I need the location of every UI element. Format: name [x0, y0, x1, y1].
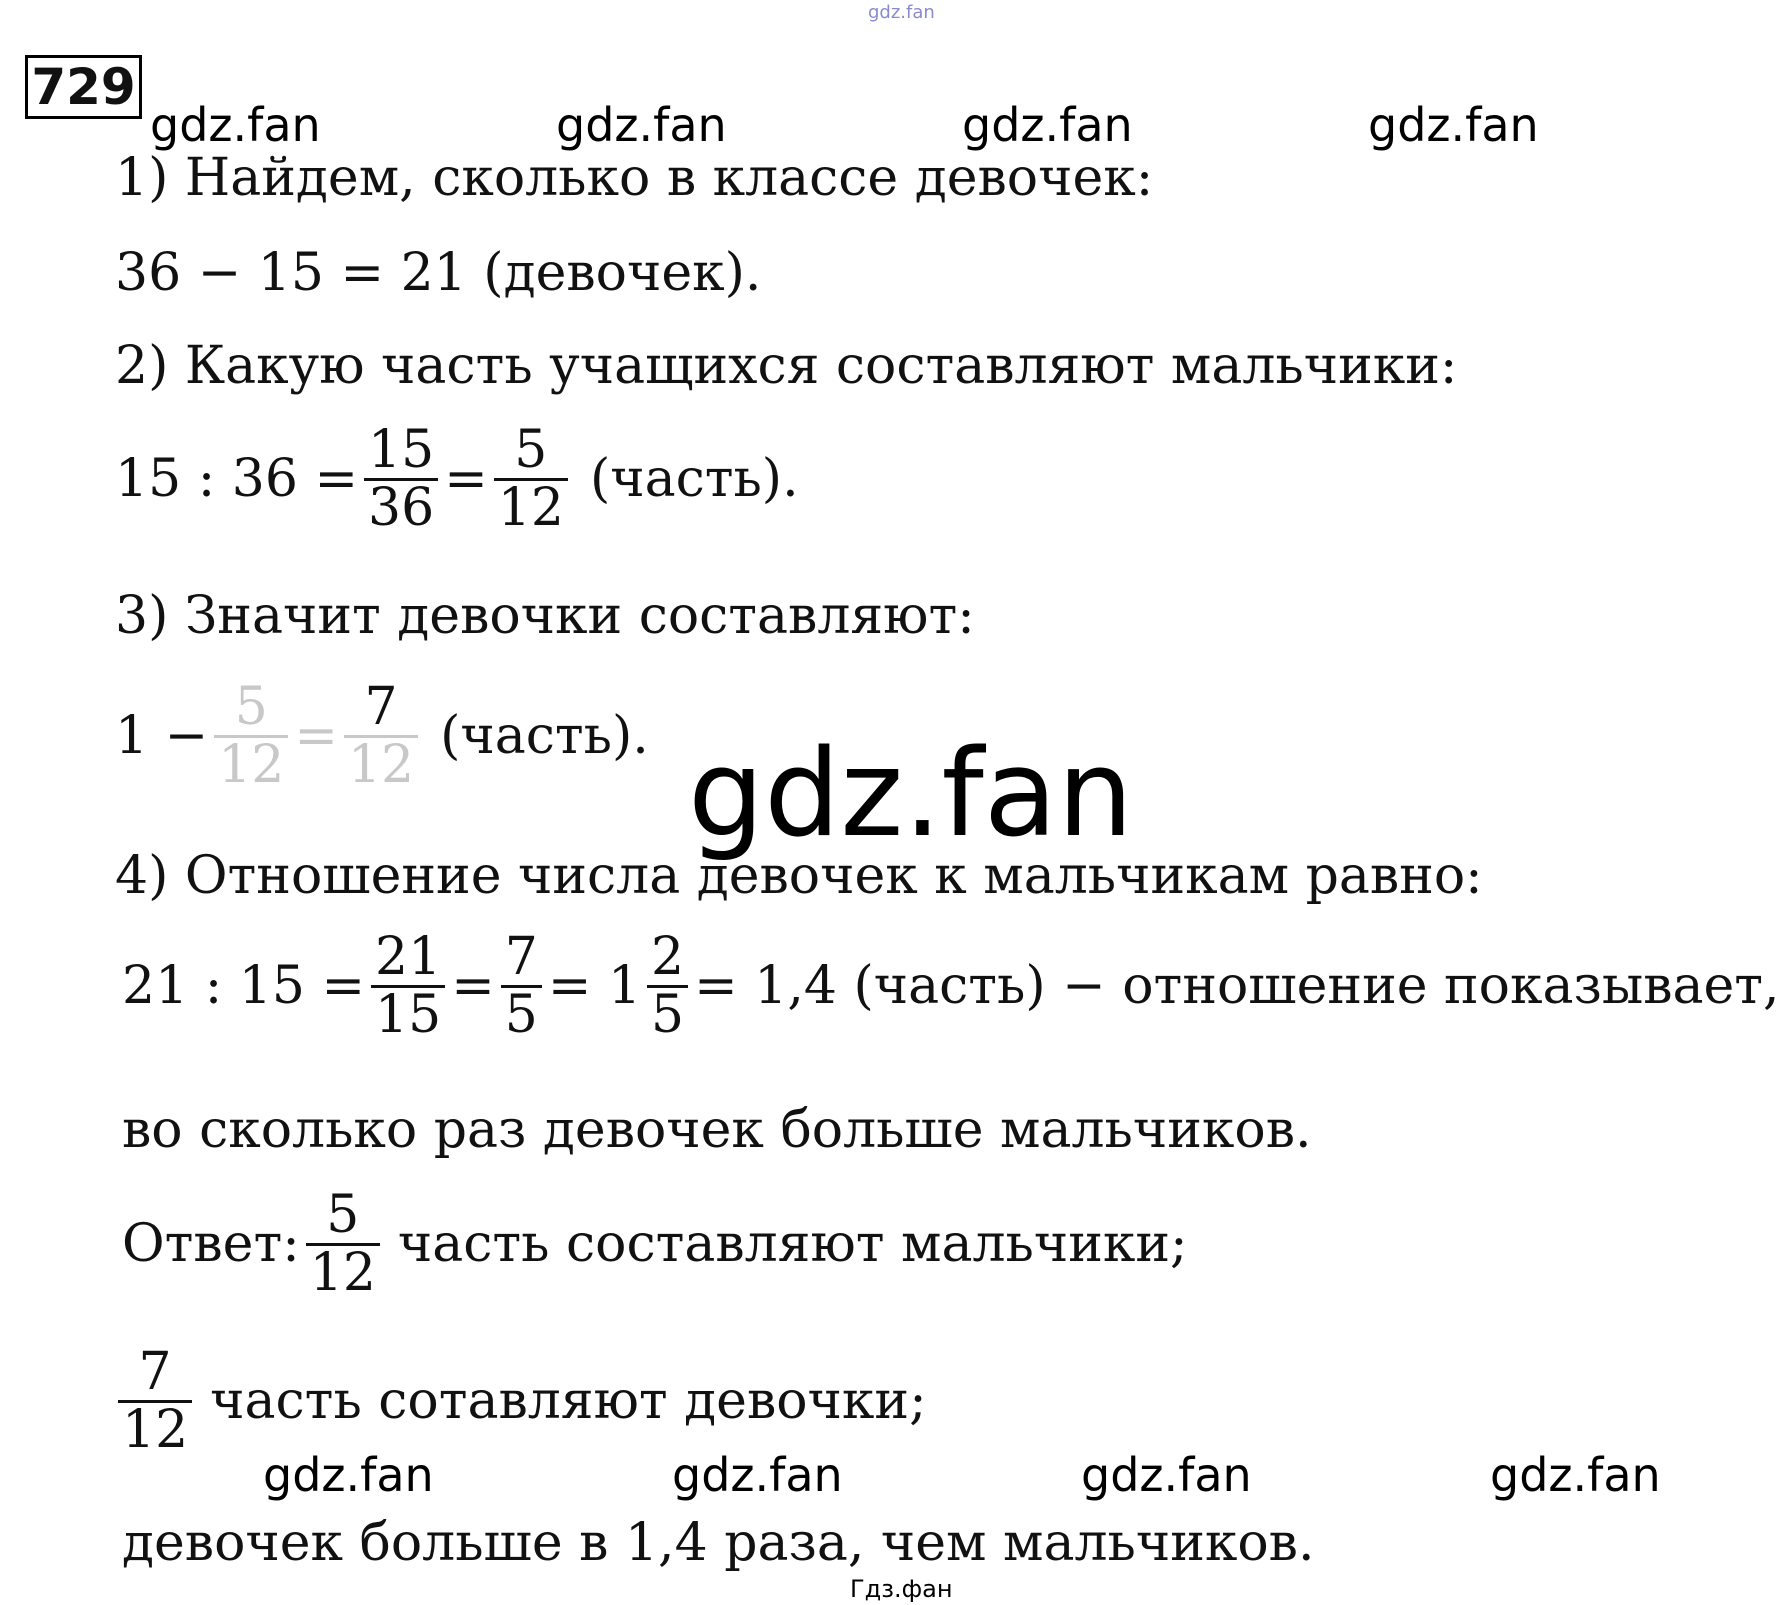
fraction-denominator: 12	[494, 478, 568, 536]
equation-4-mixed-whole: = 1	[547, 956, 642, 1017]
watermark-bottom: Гдз.фан	[850, 1575, 953, 1603]
fraction-denominator: 12	[214, 735, 288, 793]
equation-4-continuation: во сколько раз девочек больше мальчиков.	[122, 1100, 1312, 1160]
fraction-denominator: 5	[647, 985, 688, 1043]
answer-text-3: девочек больше в 1,4 раза, чем мальчиков.	[122, 1513, 1315, 1573]
fraction-2-5	[647, 927, 688, 1045]
watermark-row-1-b: gdz.fan	[556, 98, 727, 152]
fraction-numerator: 7	[364, 677, 398, 737]
fraction-denominator: 5	[501, 985, 542, 1043]
equation-4	[122, 927, 1780, 1045]
fraction-numerator: 2	[651, 927, 685, 987]
watermark-center: gdz.fan	[688, 725, 1134, 864]
fraction-5-12	[494, 420, 568, 538]
watermark-row-1-c: gdz.fan	[962, 98, 1133, 152]
step-3-text: 3) Значит девочки составляют:	[115, 586, 975, 646]
equation-2-tail: (часть).	[589, 449, 799, 510]
fraction-numerator: 5	[514, 420, 548, 480]
answer-text-1: часть составляют мальчики;	[397, 1214, 1188, 1275]
watermark-row-1-d: gdz.fan	[1368, 98, 1539, 152]
equation-3	[115, 677, 649, 795]
fraction-denominator: 12	[118, 1400, 192, 1458]
fraction-numerator: 5	[234, 677, 268, 737]
equation-2-lhs: 15 : 36 =	[115, 449, 359, 510]
task-number: 729	[25, 55, 142, 119]
answer-line-2	[118, 1342, 927, 1460]
fraction-numerator: 5	[326, 1185, 360, 1245]
equation-2	[115, 420, 799, 538]
fraction-numerator: 7	[504, 927, 538, 987]
equation-3-lhs: 1 −	[115, 706, 209, 767]
answer-text-2: часть сотавляют девочки;	[210, 1371, 927, 1432]
watermark-row-2-d: gdz.fan	[1490, 1448, 1661, 1502]
watermark-row-2-c: gdz.fan	[1081, 1448, 1252, 1502]
watermark-row-2-b: gdz.fan	[672, 1448, 843, 1502]
fraction-7-5	[501, 927, 542, 1045]
fraction-denominator: 12	[344, 735, 418, 793]
step-2-text: 2) Какую часть учащихся составляют мальчики:	[115, 336, 1458, 396]
equation-4-lhs: 21 : 15 =	[122, 956, 366, 1017]
equation-1: 36 − 15 = 21 (девочек).	[115, 243, 762, 303]
fraction-7-12	[344, 677, 418, 795]
fraction-denominator: 36	[364, 478, 438, 536]
fraction-denominator: 15	[371, 985, 445, 1043]
fraction-21-15	[371, 927, 445, 1045]
fraction-numerator: 15	[368, 420, 435, 480]
answer-line-1	[122, 1185, 1188, 1303]
fraction-5-12	[214, 677, 288, 795]
equals-sign: =	[444, 449, 488, 510]
fraction-numerator: 21	[375, 927, 442, 987]
fraction-15-36	[364, 420, 438, 538]
fraction-7-12	[118, 1342, 192, 1460]
watermark-top: gdz.fan	[868, 2, 935, 23]
fraction-numerator: 7	[138, 1342, 172, 1402]
equals-sign: =	[294, 706, 338, 767]
watermark-row-1-a: gdz.fan	[150, 98, 321, 152]
equation-3-tail: (часть).	[440, 706, 649, 767]
step-1-text: 1) Найдем, сколько в классе девочек:	[115, 148, 1154, 208]
equation-4-tail: = 1,4 (часть) − отношение показывает,	[694, 956, 1780, 1017]
watermark-row-2-a: gdz.fan	[263, 1448, 434, 1502]
fraction-denominator: 12	[306, 1243, 380, 1301]
step-4-text: 4) Отношение числа девочек к мальчикам равно:	[115, 846, 1483, 906]
equals-sign: =	[451, 956, 495, 1017]
answer-label: Ответ:	[122, 1214, 300, 1275]
fraction-5-12	[306, 1185, 380, 1303]
